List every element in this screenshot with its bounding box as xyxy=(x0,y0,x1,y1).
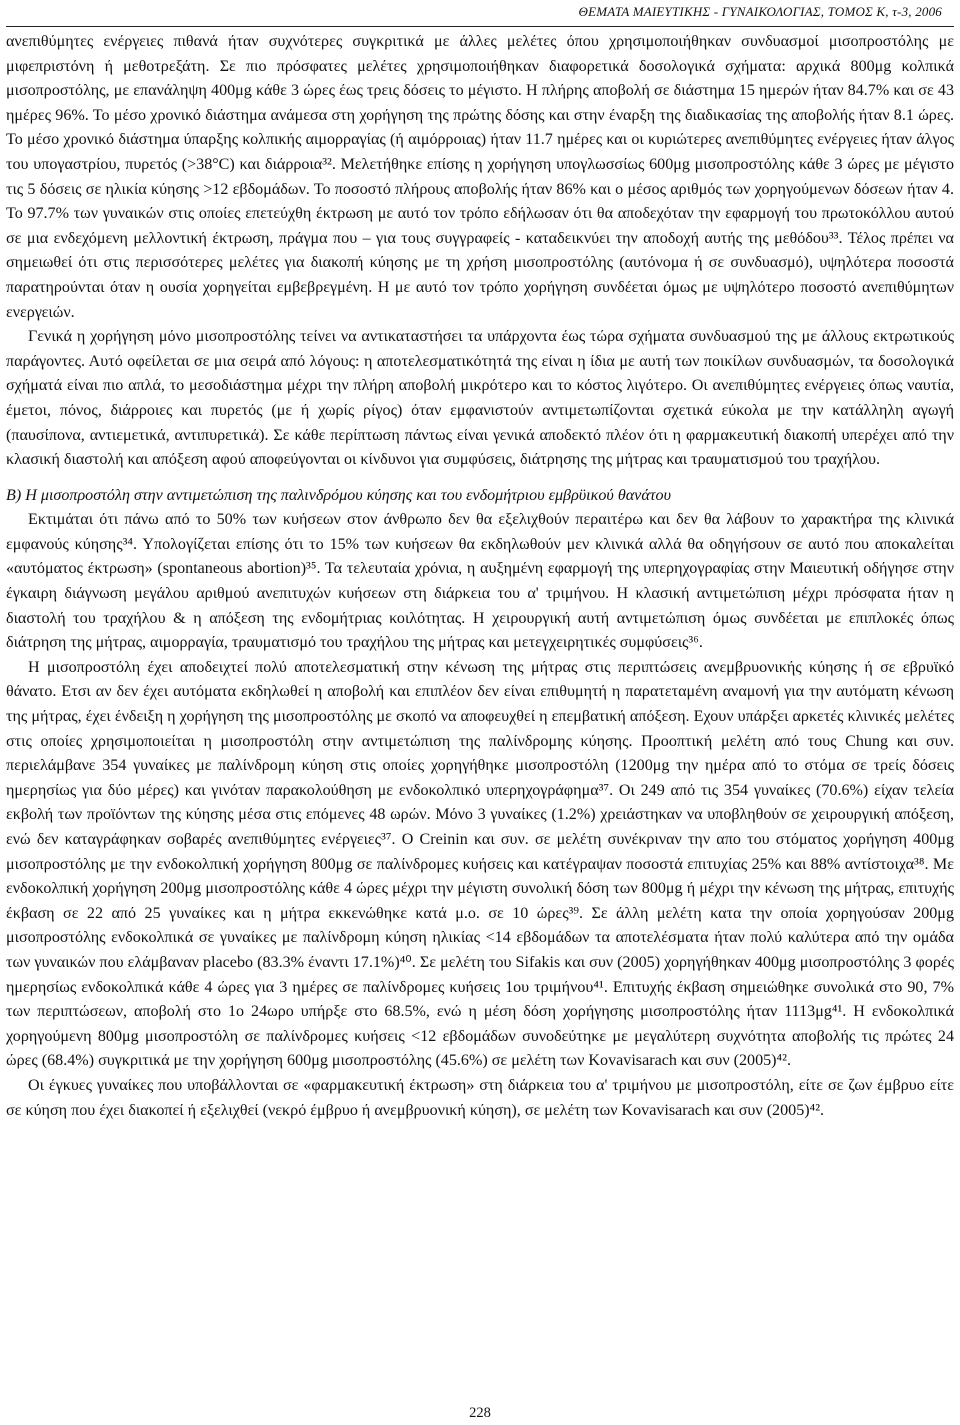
body-text xyxy=(6,30,954,1123)
running-header: ΘΕΜΑΤΑ ΜΑΙΕΥΤΙΚΗΣ - ΓΥΝΑΙΚΟΛΟΓΙΑΣ, ΤΟΜΟΣ Κ, τ-3, 2006 xyxy=(578,4,942,19)
paragraph-4: Η μισοπροστόλη έχει αποδειχτεί πολύ αποτελεσματική στην κένωση της μήτρας στις περιπτώσεις ανεμβρυονικής κύησης ή σε εβρυϊκό θάνατο. Ετσι αν δεν έχει αυτόματα εκδηλωθεί η αποβολή και επιπλέον δεν είναι επιθυμητή η παρατεταμένη αναμονή για την αυτόματη κένωση της μήτρας, έχει ένδειξη η χορήγηση της μισοπροστόλης με σκοπό να αποφευχθεί η επεμβατική απόξεση. Εχουν υπάρξει αρκετές κλινικές μελέτες στις οποίες χρησιμοποιείται η μισοπροστόλη στην αντιμετώπιση της παλίνδρομης κύησης. Προοπτική μελέτη από τους Chung και συν. περιελάμβανε 354 γυναίκες με παλίνδρομη κύηση στις οποίες χορηγήθηκε μισοπροστόλη (1200μg την ημέρα από το στόμα σε τρείς δόσεις ημερησίως για δύο μέρες) και γινόταν παρακολούθηση με ενδοκολπικό υπερηχογράφημα³⁷. Οι 249 από τις 354 γυναίκες (70.6%) είχαν τελεία εκβολή των προϊόντων της κύησης μέσα στις επόμενες 48 ωρών. Μόνο 3 γυναίκες (1.2%) χρειάστηκαν να υποβληθούν σε χειρουργική απόξεση, ενώ δεν καταγράφηκαν σοβαρές ανεπιθύμητες ενέργειες³⁷. Ο Creinin και συν. σε μελέτη συνέκριναν την απο του στόματος χορήγηση 400μg μισοπροστόλης με την ενδοκολπική χορήγηση 800μg σε παλίνδρομες κυήσεις και κατέγραψαν ποσοστά επιτυχίας 25% και 88% αντίστοιχα³⁸. Με ενδοκολπική χορήγηση 200μg μισοπροστόλης κάθε 4 ώρες μέχρι την μέγιστη συνολική δόση των 800μg ή μέχρι την κένωση της μήτρας, επιτυχής έκβαση σε 22 από 25 γυναίκες και η μήτρα εκκενώθηκε κατά μ.ο. σε 10 ώρες³⁹. Σε άλλη μελέτη κατα την οποία χορηγούσαν 200μg μισοπροστόλης ενδοκολπικά σε γυναίκες με παλίνδρομη κύηση ηλικίας <14 εβδομάδων τα αποτελέσματα ήταν πολύ καλύτερα από την ομάδα των γυναικών που ελάμβαναν placebo (83.3% έναντι 17.1%)⁴⁰. Σε μελέτη του Sifakis και συν (2005) χορηγήθηκαν 400μg μισοπροστόλης 3 φορές ημερησίως ενδοκολπικά κάθε 4 ώρες για 3 ημέρες σε παλίνδρομες κυήσεις 1ου τριμήνου⁴¹. Επιτυχής έκβαση σημειώθηκε συνολικά στο 90, 7% των περιπτώσεων, αποβολή στο 1ο 24ωρο υπήρξε στο 68.5%, ενώ η μέση δόση χορήγησης μισοπροστόλης ήταν 1113μg⁴¹. Η ενδοκολπικά χορηγούμενη 800μg μισοπροστόλη σε παλίνδρομες κυήσεις <12 εβδομάδων συνοδεύτηκε με μεγαλύτερη συχνότητα αποβολής τις πρώτες 24 ώρες (68.4%) συγκριτικά με την χορήγηση 600μg μισοπροστόλης (45.6%) σε μελέτη των Kovavisarach και συν (2005)⁴². xyxy=(6,658,954,1070)
page-number: 228 xyxy=(469,1405,491,1421)
paragraph-2: Γενικά η χορήγηση μόνο μισοπροστόλης τείνει να αντικαταστήσει τα υπάρχοντα έως τώρα σχήματα συνδυασμού της με άλλους εκτρωτικούς παράγοντες. Αυτό οφείλεται σε μια σειρά από λόγους: η αποτελεσματικότητά της είναι η ίδια με αυτή των ποικίλων συνδυασμών, τα δοσολογικά σχήματά είναι πιο απλά, το μεσοδιάστημα μέχρι την πλήρη αποβολή μικρότερο και το κόστος λιγότερο. Οι ανεπιθύμητες ενέργειες όπως ναυτία, έμετοι, πόνος, διάρροιες και πυρετός (με ή χωρίς ρίγος) όταν εμφανιστούν αντιμετωπίζονται σχετικά εύκολα με την κατάλληλη αγωγή (παυσίπονα, αντιεμετικά, αντιπυρετικά). Σε κάθε περίπτωση πάντως είναι γενικά αποδεκτό πλέον ότι η φαρμακευτική διακοπή υπερέχει από την κλασική διαστολή και απόξεση αφού αποφεύγονται οι κίνδυνοι για συμφύσεις, διάτρησης της μήτρας και τραυματισμού του τραχήλου. xyxy=(6,328,954,469)
paragraph-3: Εκτιμάται ότι πάνω από το 50% των κυήσεων στον άνθρωπο δεν θα εξελιχθούν περαιτέρω και δεν θα λάβουν το χαρακτήρα της κλινικά εμφανούς κύησης³⁴. Υπολογίζεται επίσης ότι το 15% των κυήσεων θα εκδηλωθούν μεν κλινικά αλλά θα οδηγήσουν σε αυτό που αποκαλείται «αυτόματος έκτρωση» (spontaneous abortion)³⁵. Τα τελευταία χρόνια, η αυξημένη εφαρμογή της υπερηχογραφίας στην Μαιευτική οδήγησε στην έγκαιρη διάγνωση μεγάλου αριθμού ανεπιτυχών κυήσεων στη διάρκεια του α' τριμήνου. Η κλασική αντιμετώπιση μέχρι πρόσφατα ήταν η διαστολή του τραχήλου & η απόξεση της ενδομήτριας κοιλότητας. Η χειρουργική αυτή αντιμετώπιση όμως συνδέεται με επιπλοκές όπως διάτρηση της μήτρας, αιμορραγία, τραυματισμό του τραχήλου της μήτρας και μετεγχειρητικές συμφύσεις³⁶. xyxy=(6,511,954,652)
header-rule xyxy=(6,26,954,27)
section-heading: Β) Η μισοπροστόλη στην αντιμετώπιση της παλινδρόμου κύησης και του ενδομήτριου εμβρϋικού θανάτου xyxy=(6,486,671,504)
paragraph-5: Οι έγκυες γυναίκες που υποβάλλονται σε «φαρμακευτική έκτρωση» στη διάρκεια του α' τριμήνου με μισοπροστόλη, είτε σε ζων έμβρυο είτε σε κύηση που έχει διακοπεί ή εξελιχθεί (νεκρό έμβρυο ή ανεμβρυονική κύηση), σε μελέτη των Kovavisarach και συν (2005)⁴². xyxy=(6,1076,954,1119)
paragraph-1: ανεπιθύμητες ενέργειες πιθανά ήταν συχνότερες συγκριτικά με άλλες μελέτες όπου χρησιμοποιήθηκαν συνδυασμοί μισοπροστόλης με μιφεπριστόνη ή μεθοτρεξάτη. Σε πιο πρόσφατες μελέτες χρησιμοποιήθηκαν διαφορετικά δοσολογικά σχήματα: αρχικά 800μg κολπικά μισοπροστόλης, με επανάληψη 400μg κάθε 3 ώρες έως τρεις δόσεις το μέγιστο. Η πλήρης αποβολή σε διάστημα 15 ημερών ήταν 84.7% και σε 43 ημέρες 96%. Το μέσο χρονικό διάστημα ανάμεσα στη χορήγηση της πρώτης δόσης και στην έναρξη της διαδικασίας της αποβολής ήταν 8.1 ώρες. Το μέσο χρονικό διάστημα ύπαρξης κολπικής αιμορραγίας (ή αιμόρροιας) ήταν 11.7 ημέρες και οι κυριώτερες ανεπιθύμητες ενέργειες ήταν άλγος του υπογαστρίου, πυρετός (>38°C) και διάρροια³². Μελετήθηκε επίσης η χορήγηση υπογλωσσίως 600μg μισοπροστόλης κάθε 3 ώρες με μέγιστο τις 5 δόσεις σε ηλικία κύησης >12 εβδομάδων. Το ποσοστό πλήρους αποβολής ήταν 86% και ο μέσος αριθμός των χορηγούμενων δόσεων ήταν 4. Το 97.7% των γυναικών στις οποίες επετεύχθη έκτρωση με αυτό τον τρόπο εδήλωσαν ότι θα αποδεχόταν την εφαρμογή του πρωτοκόλλου αυτού σε μια ενδεχόμενη μελλοντική έκτρωση, πράγμα που – για τους συγγραφείς - καταδεικνύει την αποδοχή αυτής της μεθόδου³³. Τέλος πρέπει να σημειωθεί ότι στις περισσότερες μελέτες για διακοπή κύησης με τη χρήση μισοπροστόλης (αυτόνομα ή σε συνδυασμό), υψηλότερα ποσοστά παρατηρούνται όταν η ουσία χορηγείται εμβεβρεγμένη. Η με αυτό τον τρόπο χορήγηση συνδέεται όμως με υψηλότερο ποσοστό ανεπιθύμητων ενεργειών. xyxy=(6,33,954,321)
